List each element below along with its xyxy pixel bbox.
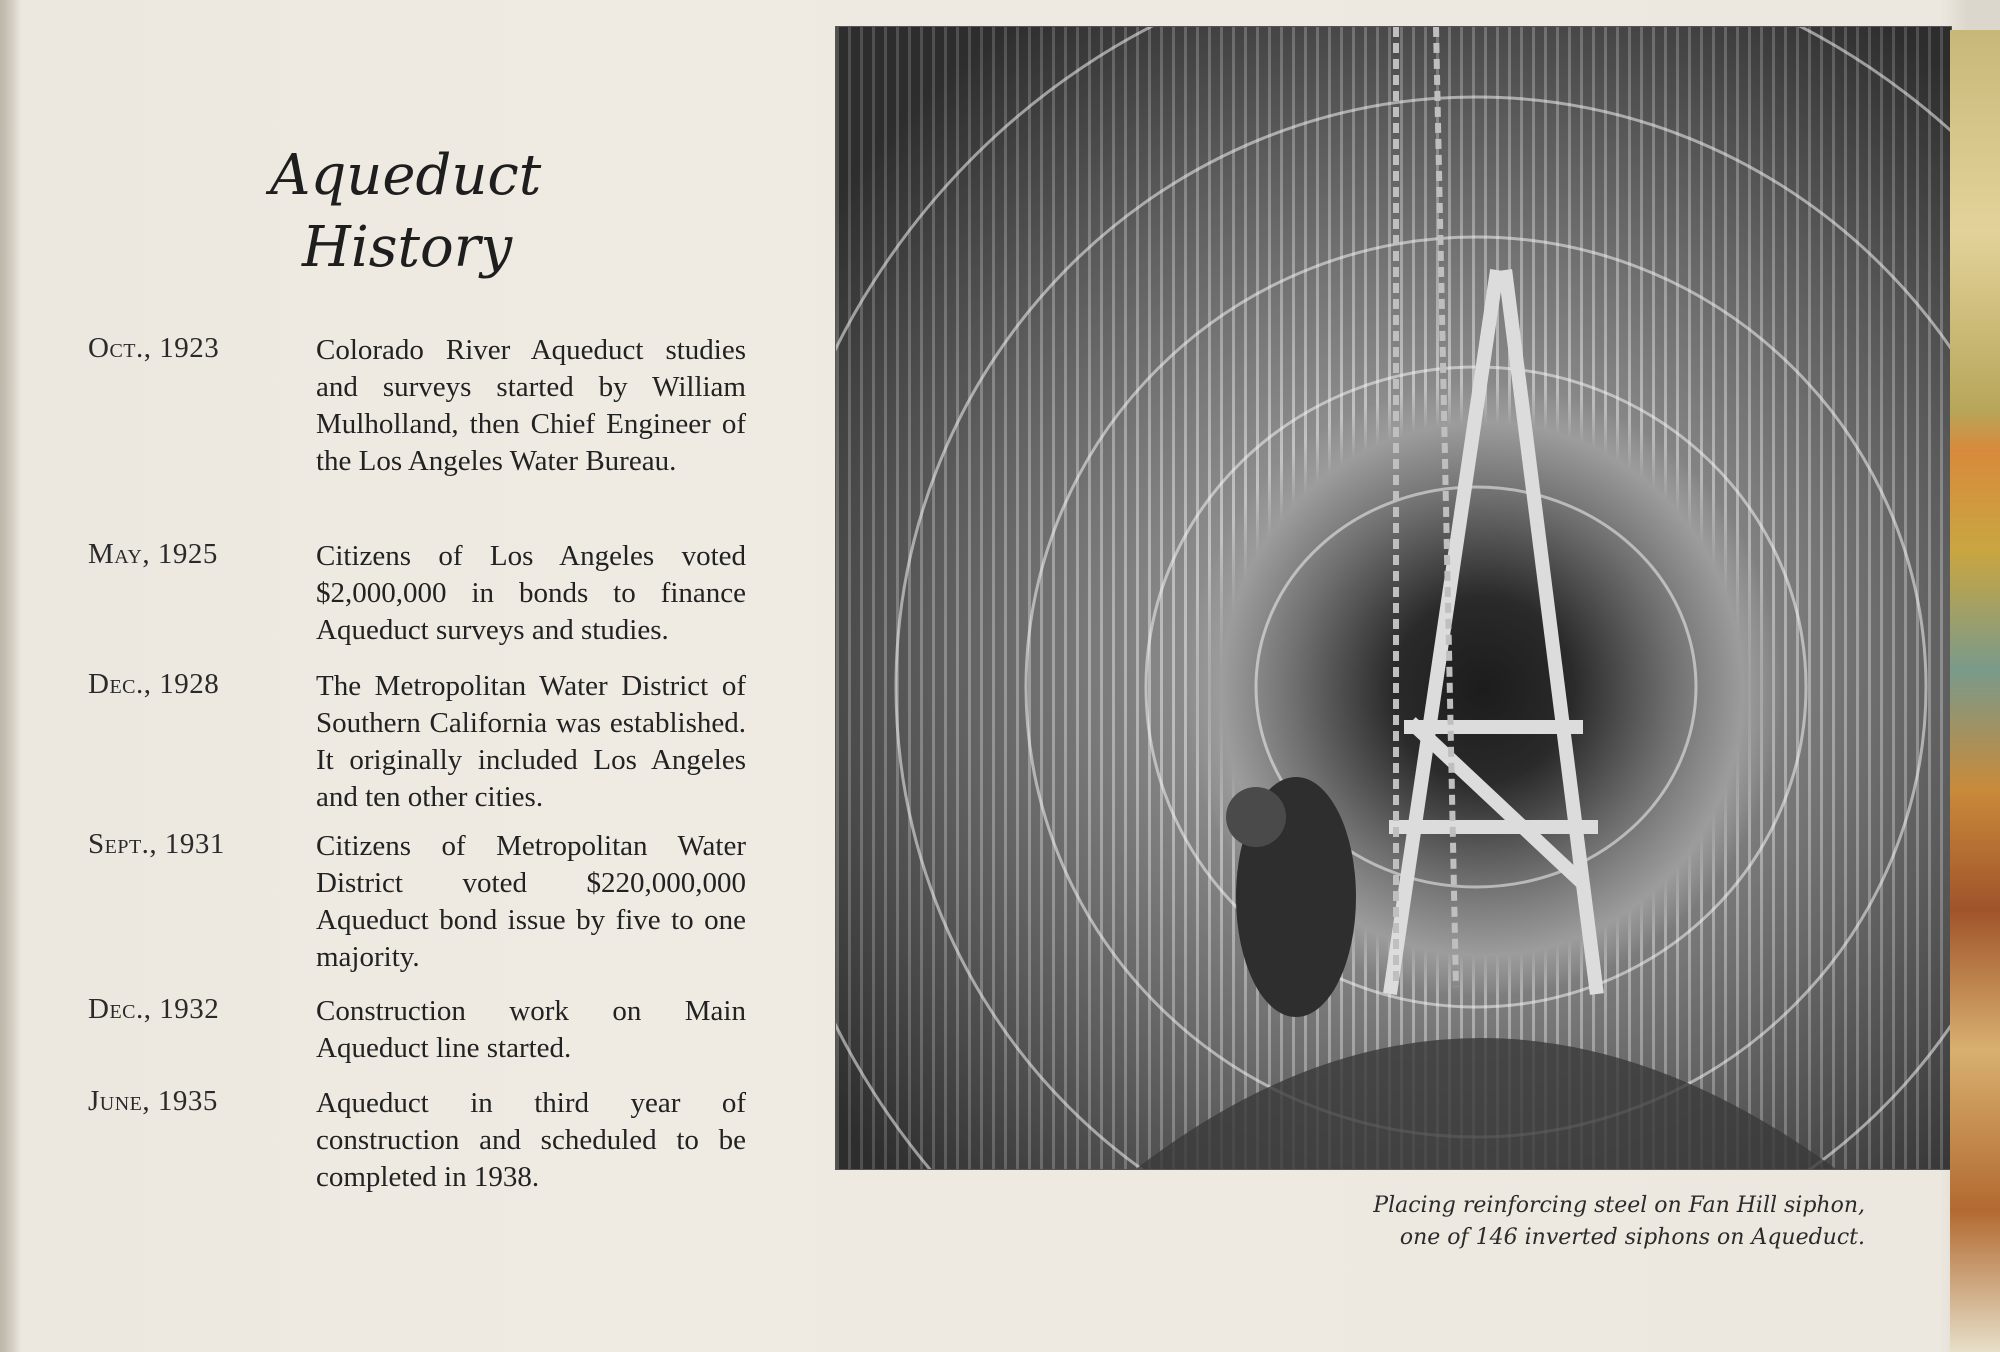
- timeline-date: Oct., 1923: [88, 332, 220, 364]
- timeline-date: June, 1935: [88, 1085, 218, 1117]
- timeline-date: Sept., 1931: [88, 828, 225, 860]
- timeline-date: Dec., 1928: [88, 668, 220, 700]
- cover-edge: [1950, 30, 2000, 1352]
- title-line-2: History: [302, 215, 513, 280]
- photo-caption: [1290, 1190, 1865, 1254]
- timeline-date: May, 1925: [88, 538, 218, 570]
- caption-line-2: one of 146 inverted siphons on Aqueduct.: [1399, 1225, 1865, 1250]
- timeline-text: Colorado River Aqueduct studies and surveys started by William Mulholland, then Chief Engineer of the Los Angeles Water Bureau.: [316, 334, 746, 477]
- page-title: [270, 140, 541, 284]
- caption-line-1: Placing reinforcing steel on Fan Hill siphon,: [1373, 1193, 1865, 1218]
- page-gutter-shadow: [0, 0, 22, 1352]
- timeline-date: Dec., 1932: [88, 993, 220, 1025]
- siphon-construction-photo: [835, 26, 1952, 1170]
- timeline-text: Citizens of Los Angeles voted $2,000,000 in bonds to finance Aqueduct surveys and studies.: [316, 540, 746, 646]
- title-line-1: Aqueduct: [270, 143, 542, 208]
- timeline-text: The Metropolitan Water District of Southern California was established. It originally included Los Angeles and ten other cities.: [316, 670, 746, 813]
- timeline-text: Aqueduct in third year of construction and scheduled to be completed in 1938.: [316, 1087, 746, 1193]
- timeline-text: Citizens of Metropolitan Water District voted $220,000,000 Aqueduct bond issue by five to one majority.: [316, 830, 746, 973]
- photo-illustration: [836, 27, 1951, 1169]
- timeline-text: Construction work on Main Aqueduct line started.: [316, 995, 746, 1064]
